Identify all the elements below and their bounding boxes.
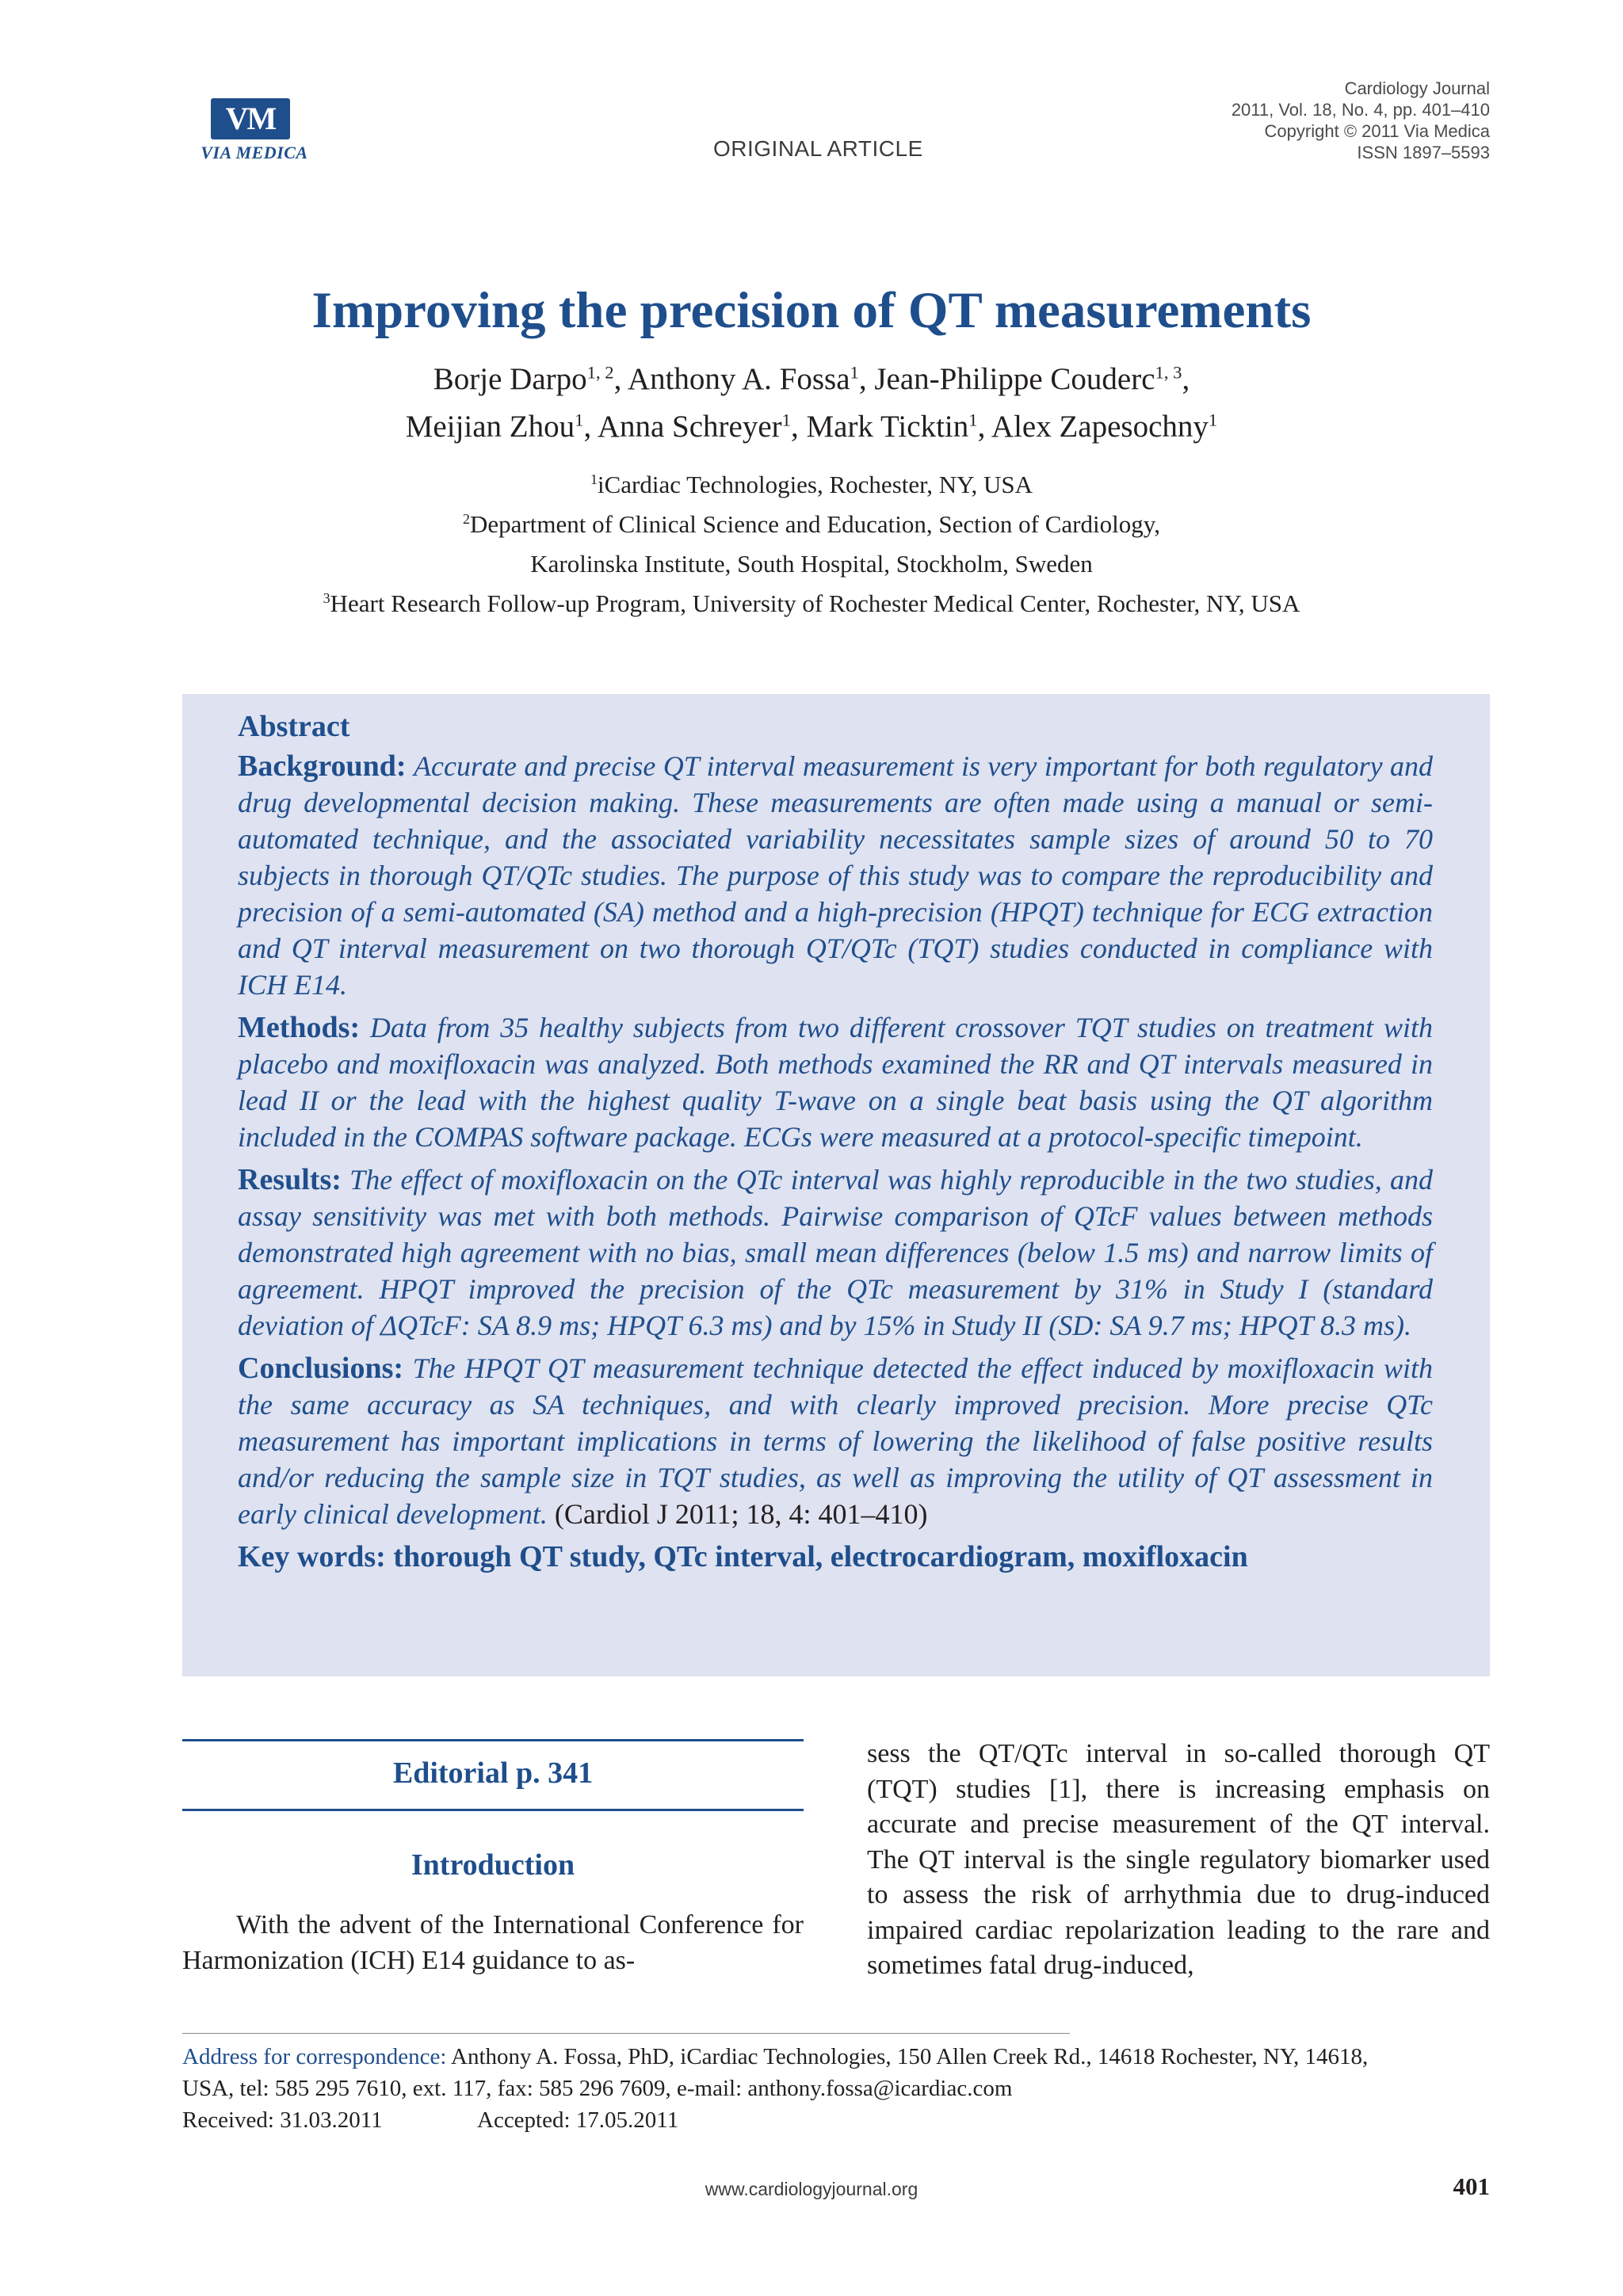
received-date: Received: 31.03.2011 [182,2107,383,2133]
author-name: Anna Schreyer [597,410,782,444]
editorial-note: Editorial p. 341 [392,1756,594,1790]
conclusions-label: Conclusions: [238,1352,404,1385]
abstract-heading: Abstract [238,710,350,743]
journal-name: Cardiology Journal [1344,78,1490,98]
methods-label: Methods: [238,1011,361,1044]
author-affiliation: 1, 3 [1155,362,1182,383]
affiliation-text: iCardiac Technologies, Rochester, NY, USA [597,471,1033,498]
journal-issn: ISSN 1897–5593 [1357,143,1490,162]
author-affiliation: 1 [1208,410,1218,430]
abstract-methods [238,1009,1433,1155]
author-line-1: Borje Darpo$^{1, 2}$, Anthony A. Fossa$^1$, Jean-Philippe Couderc$^{1, 3}$, [433,362,1190,396]
affiliation-text: Department of Clinical Science and Education, Section of Cardiology, [470,510,1160,538]
background-text: Accurate and precise QT interval measurement is very important for both regulatory and drug developmental decision making. These measurements are often made using a manual or semi-automated technique, and the associated variability necessitates sample sizes of around 50 to 70 subjects in thorough QT/QTc studies. The purpose of this study was to compare the reproducibility and precision of a semi-automated (SA) method and a high-precision (HPQT) technique for ECG extraction and QT interval measurement on two thorough QT/QTc (TQT) studies conducted in compliance with ICH E14. [238,750,1433,1001]
author-name: Borje Darpo [433,362,587,396]
article-dates [182,2107,678,2134]
results-label: Results: [238,1163,342,1196]
right-column-text: sess the QT/QTc interval in so-called thorough QT (TQT) studies [1], there is increasing emphasis on accurate and precise measurement of the QT interval. The QT interval is the single regulatory biomarker used to assess the risk of arrhythmia due to drug-induced impaired cardiac repolarization leading to the rare and sometimes fatal drug-induced, [867,1739,1490,1980]
affiliation-2 [0,509,1623,540]
author-name: Mark Ticktin [806,410,969,444]
editorial-top-rule [182,1739,804,1741]
via-medica-logo [179,98,330,166]
author-affiliation: 1, 2 [586,362,614,383]
logo-wordmark: VIA MEDICA [200,143,308,162]
author-name: Jean-Philippe Couderc [874,362,1155,396]
affiliation-3 [0,588,1623,620]
article-title: Improving the precision of QT measurements [311,282,1312,339]
author-affiliation: 1 [575,410,584,430]
methods-text: Data from 35 healthy subjects from two different crossover TQT studies on treatment with placebo and moxifloxacin was analyzed. Both methods examined the RR and QT intervals measured in lead II or the lead with the highest quality T-wave on a single beat basis using the QT algorithm included in the COMPAS software package. ECGs were measured at a protocol-specific timepoint. [238,1012,1434,1153]
affiliation-1 [0,469,1623,501]
journal-volume: 2011, Vol. 18, No. 4, pp. 401–410 [1231,100,1490,120]
author-name: Meijian Zhou [405,410,575,444]
page-number: 401 [1453,2172,1490,2200]
footer-divider [182,2033,1070,2034]
abstract-conclusions [238,1350,1433,1532]
author-name: Alex Zapesochny [991,410,1209,444]
results-text: The effect of moxifloxacin on the QTc interval was highly reproducible in the two studies, and assay sensitivity was met with both methods. Pairwise comparison of QTcF values between methods demonstrated high agreement with no bias, small mean differences (below 1.5 ms) and narrow limits of agreement. HPQT improved the precision of the QTc measurement by 31% in Study I (standard deviation of ΔQTcF: SA 8.9 ms; HPQT 6.3 ms) and by 15% in Study II (SD: SA 9.7 ms; HPQT 8.3 ms). [238,1164,1434,1341]
abstract-content [238,707,1433,1581]
abstract-background [238,748,1433,1003]
correspondence-address [182,2041,1419,2104]
author-affiliation: 1 [850,362,859,383]
introduction-heading: Introduction [411,1848,575,1882]
affiliation-number: 1 [590,471,598,488]
affiliation-text: Karolinska Institute, South Hospital, Stockholm, Sweden [530,550,1093,578]
affiliation-number: 2 [463,511,471,528]
author-line-2: Meijian Zhou$^1$, Anna Schreyer$^1$, Mark Ticktin$^1$, Alex Zapesochny$^1$ [405,410,1218,444]
abstract-keywords [238,1539,1433,1575]
journal-copyright: Copyright © 2011 Via Medica [1264,121,1490,141]
affiliation-text: Heart Research Follow-up Program, University of Rochester Medical Center, Rochester, NY, USA [330,589,1300,617]
abstract-citation: (Cardiol J 2011; 18, 4: 401–410) [554,1498,928,1530]
article-type: ORIGINAL ARTICLE [713,136,923,161]
affiliation-2-cont [0,548,1623,580]
introduction-text: With the advent of the International Conference for Harmonization (ICH) E14 guidance to as- [182,1910,804,1975]
logo-mark: VM [211,98,290,139]
correspondence-label: Address for correspondence: [182,2044,447,2069]
keywords: Key words: thorough QT study, QTc interval, electrocardiogram, moxifloxacin [238,1540,1248,1573]
affiliation-number: 3 [323,590,330,607]
abstract-box [182,694,1490,1676]
conclusions-text: The HPQT QT measurement technique detected the effect induced by moxifloxacin with the same accuracy as SA techniques, and with clearly improved precision. More precise QTc measurement has important implications in terms of lowering the likelihood of false positive results and/or reducing the sample size in TQT studies, as well as improving the utility of QT assessment in early clinical development. [238,1352,1433,1530]
journal-website: www.cardiologyjournal.org [705,2179,918,2199]
author-affiliation: 1 [968,410,978,430]
journal-info [1232,78,1490,163]
correspondence-text: Anthony A. Fossa, PhD, iCardiac Technologies, 150 Allen Creek Rd., 14618 Rochester, NY, 14618, USA, tel: 585 295 7610, ext. 117, fax: 585 296 7609, e-mail: anthony.fossa@icardiac.com [182,2044,1369,2101]
author-name: Anthony A. Fossa [627,362,850,396]
author-affiliation: 1 [781,410,791,430]
background-label: Background: [238,749,407,783]
accepted-date: Accepted: 17.05.2011 [477,2107,679,2133]
editorial-bottom-rule [182,1809,804,1811]
abstract-results [238,1161,1433,1344]
